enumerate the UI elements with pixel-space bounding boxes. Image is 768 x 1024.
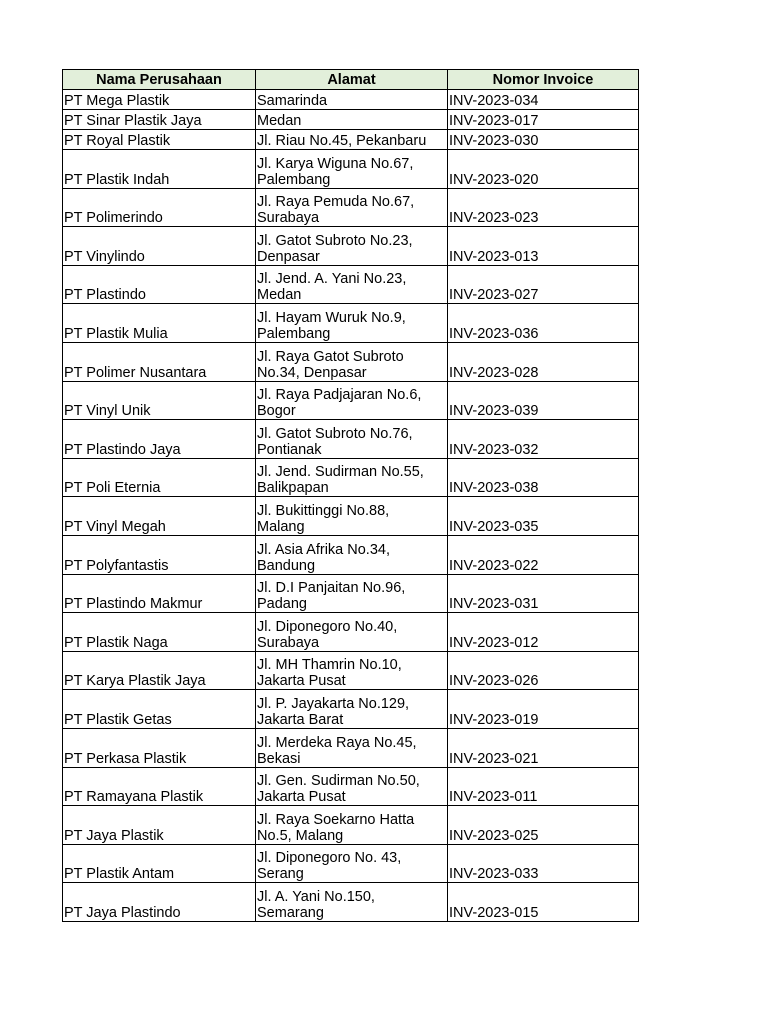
address-line: Jakarta Pusat	[257, 673, 346, 690]
table-row	[63, 883, 639, 922]
company-cell: PT Plastik Getas	[63, 690, 256, 729]
table-row	[63, 651, 639, 690]
header-row	[63, 70, 639, 90]
invoice-cell: INV-2023-023	[448, 188, 639, 227]
address-cell	[256, 844, 448, 883]
address-cell	[256, 574, 448, 613]
invoice-cell: INV-2023-017	[448, 110, 639, 130]
table-row	[63, 844, 639, 883]
header-invoice: Nomor Invoice	[448, 70, 639, 90]
invoice-cell: INV-2023-035	[448, 497, 639, 536]
invoice-cell: INV-2023-031	[448, 574, 639, 613]
company-cell: PT Jaya Plastindo	[63, 883, 256, 922]
address-cell	[256, 420, 448, 459]
address-line: Samarinda	[257, 93, 328, 109]
company-cell: PT Vinylindo	[63, 227, 256, 266]
company-cell: PT Royal Plastik	[63, 130, 256, 150]
invoice-cell: INV-2023-032	[448, 420, 639, 459]
company-cell: PT Plastik Indah	[63, 150, 256, 189]
address-line: Jl. A. Yani No.150,	[257, 888, 375, 905]
address-line: Malang	[257, 518, 305, 535]
address-line: Bekasi	[257, 750, 301, 767]
invoice-cell: INV-2023-034	[448, 90, 639, 110]
table-row	[63, 535, 639, 574]
address-line: Jl. Raya Soekarno Hatta	[257, 811, 415, 828]
address-cell	[256, 458, 448, 497]
address-line: Jl. Diponegoro No.40,	[257, 618, 398, 635]
company-cell: PT Plastindo Jaya	[63, 420, 256, 459]
invoice-cell: INV-2023-038	[448, 458, 639, 497]
address-line: Jl. Jend. A. Yani No.23,	[257, 271, 407, 288]
invoice-cell: INV-2023-015	[448, 883, 639, 922]
address-line: Jl. Raya Pemuda No.67,	[257, 194, 415, 211]
address-line: Jl. Merdeka Raya No.45,	[257, 734, 417, 751]
address-line: Jl. Gen. Sudirman No.50,	[257, 773, 420, 790]
address-cell	[256, 342, 448, 381]
invoice-cell: INV-2023-030	[448, 130, 639, 150]
table-row	[63, 420, 639, 459]
address-cell	[256, 767, 448, 806]
address-line: Jl. Gatot Subroto No.23,	[257, 232, 413, 249]
address-line: Jl. Hayam Wuruk No.9,	[257, 309, 406, 326]
company-cell: PT Plastik Naga	[63, 613, 256, 652]
address-line: No.5, Malang	[257, 827, 344, 844]
table-row	[63, 381, 639, 420]
invoice-cell: INV-2023-022	[448, 535, 639, 574]
company-cell: PT Vinyl Megah	[63, 497, 256, 536]
address-cell	[256, 150, 448, 189]
table-row	[63, 806, 639, 845]
company-cell: PT Polimer Nusantara	[63, 342, 256, 381]
company-cell: PT Vinyl Unik	[63, 381, 256, 420]
address-cell	[256, 883, 448, 922]
table-row	[63, 342, 639, 381]
company-cell: PT Plastik Mulia	[63, 304, 256, 343]
table-row	[63, 574, 639, 613]
address-line: Jl. P. Jayakarta No.129,	[257, 695, 410, 712]
address-line: Jl. Bukittinggi No.88,	[257, 502, 390, 519]
address-line: Bandung	[257, 557, 316, 574]
company-cell: PT Mega Plastik	[63, 90, 256, 110]
address-cell	[256, 690, 448, 729]
address-line: Surabaya	[257, 634, 320, 651]
invoice-cell: INV-2023-026	[448, 651, 639, 690]
address-cell	[256, 90, 448, 110]
address-line: Semarang	[257, 904, 324, 921]
address-line: Bogor	[257, 403, 296, 420]
table-row	[63, 497, 639, 536]
address-line: Jl. Diponegoro No. 43,	[257, 850, 402, 867]
company-cell: PT Sinar Plastik Jaya	[63, 110, 256, 130]
address-line: No.34, Denpasar	[257, 364, 367, 381]
address-cell	[256, 497, 448, 536]
address-cell	[256, 613, 448, 652]
table-row	[63, 90, 639, 110]
address-cell	[256, 188, 448, 227]
address-cell	[256, 110, 448, 130]
address-line: Jl. Jend. Sudirman No.55,	[257, 464, 424, 481]
company-cell: PT Karya Plastik Jaya	[63, 651, 256, 690]
company-cell: PT Polimerindo	[63, 188, 256, 227]
invoice-cell: INV-2023-028	[448, 342, 639, 381]
invoice-cell: INV-2023-021	[448, 728, 639, 767]
table-row	[63, 304, 639, 343]
address-cell	[256, 728, 448, 767]
invoice-cell: INV-2023-020	[448, 150, 639, 189]
table-row	[63, 130, 639, 150]
address-line: Jl. Asia Afrika No.34,	[257, 541, 390, 558]
address-line: Jl. Riau No.45, Pekanbaru	[257, 133, 427, 149]
table-row	[63, 150, 639, 189]
address-line: Balikpapan	[257, 480, 329, 497]
invoice-cell: INV-2023-019	[448, 690, 639, 729]
header-company: Nama Perusahaan	[63, 70, 256, 90]
company-cell: PT Poli Eternia	[63, 458, 256, 497]
table-row	[63, 458, 639, 497]
address-line: Denpasar	[257, 248, 320, 265]
invoice-cell: INV-2023-025	[448, 806, 639, 845]
address-line: Medan	[257, 113, 302, 129]
address-line: Palembang	[257, 171, 331, 188]
invoice-table	[62, 69, 639, 922]
address-line: Pontianak	[257, 441, 322, 458]
address-line: Jl. Raya Gatot Subroto	[257, 348, 404, 365]
table-row	[63, 188, 639, 227]
address-line: Jakarta Pusat	[257, 789, 346, 806]
company-cell: PT Jaya Plastik	[63, 806, 256, 845]
address-line: Jl. Gatot Subroto No.76,	[257, 425, 413, 442]
company-cell: PT Ramayana Plastik	[63, 767, 256, 806]
invoice-cell: INV-2023-033	[448, 844, 639, 883]
address-line: Palembang	[257, 325, 331, 342]
table-row	[63, 265, 639, 304]
table-row	[63, 227, 639, 266]
company-cell: PT Perkasa Plastik	[63, 728, 256, 767]
company-cell: PT Polyfantastis	[63, 535, 256, 574]
invoice-cell: INV-2023-012	[448, 613, 639, 652]
address-line: Padang	[257, 596, 307, 613]
header-address: Alamat	[256, 70, 448, 90]
address-line: Jl. Karya Wiguna No.67,	[257, 155, 414, 172]
invoice-cell: INV-2023-036	[448, 304, 639, 343]
table-row	[63, 690, 639, 729]
address-cell	[256, 227, 448, 266]
address-cell	[256, 651, 448, 690]
address-cell	[256, 806, 448, 845]
address-cell	[256, 381, 448, 420]
table-row	[63, 110, 639, 130]
invoice-cell: INV-2023-039	[448, 381, 639, 420]
invoice-cell: INV-2023-027	[448, 265, 639, 304]
table-body	[63, 90, 639, 922]
company-cell: PT Plastindo	[63, 265, 256, 304]
table-row	[63, 613, 639, 652]
company-cell: PT Plastindo Makmur	[63, 574, 256, 613]
address-line: Jl. D.I Panjaitan No.96,	[257, 580, 406, 597]
address-cell	[256, 304, 448, 343]
invoice-cell: INV-2023-011	[448, 767, 639, 806]
table-row	[63, 728, 639, 767]
address-line: Jakarta Barat	[257, 711, 344, 728]
address-line: Jl. MH Thamrin No.10,	[257, 657, 402, 674]
address-cell	[256, 535, 448, 574]
address-line: Jl. Raya Padjajaran No.6,	[257, 387, 422, 404]
address-cell	[256, 130, 448, 150]
address-cell	[256, 265, 448, 304]
company-cell: PT Plastik Antam	[63, 844, 256, 883]
address-line: Serang	[257, 866, 304, 883]
table-row	[63, 767, 639, 806]
address-line: Surabaya	[257, 210, 320, 227]
address-line: Medan	[257, 287, 302, 304]
invoice-cell: INV-2023-013	[448, 227, 639, 266]
